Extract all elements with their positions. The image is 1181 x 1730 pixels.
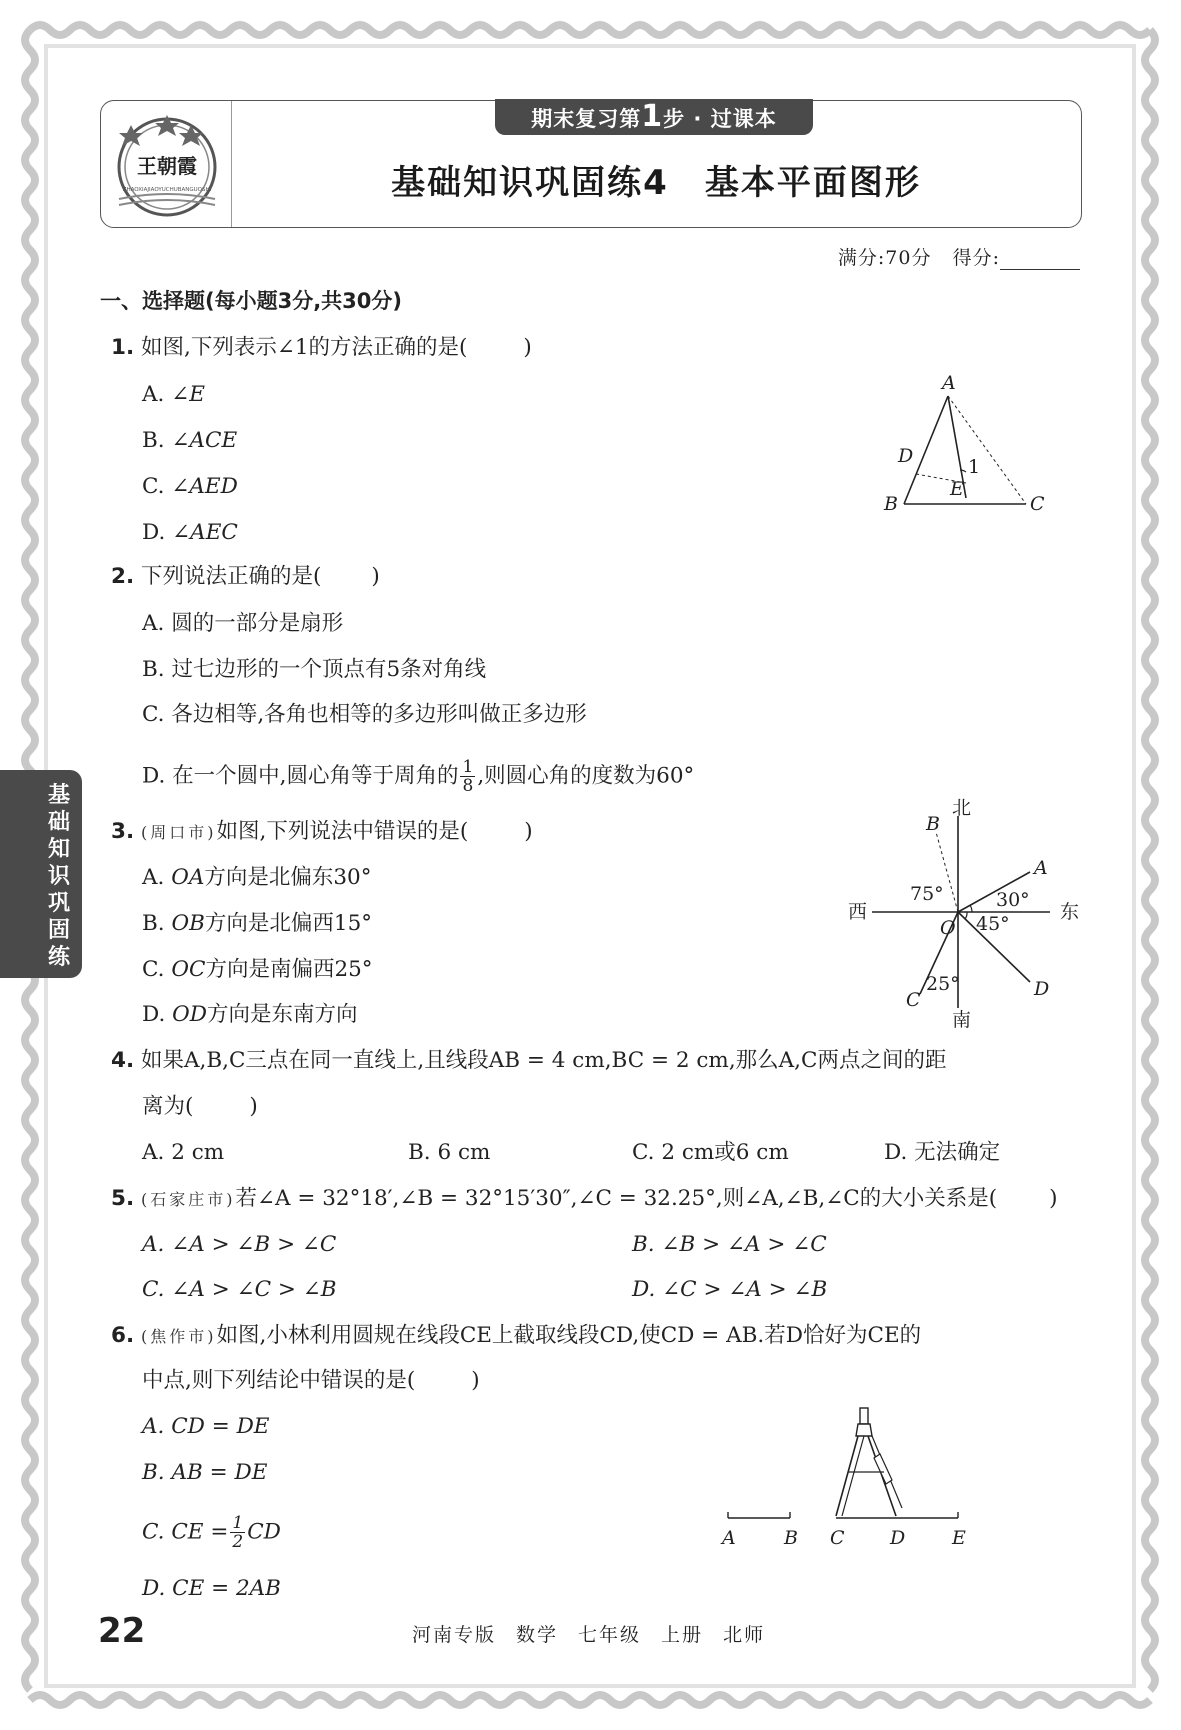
q2-option-d[interactable]: D. 在一个圆中,圆心角等于周角的 $\frac{1}{8}$ ,则圆心角的度数为60°: [142, 757, 695, 796]
q3-angle-25: 25°: [926, 973, 960, 995]
q3-label-d: D: [1034, 978, 1050, 1000]
outer-wavy-border-bottom: [30, 1695, 1150, 1705]
q3-label-south: 南: [952, 1009, 972, 1031]
q2-stem: 2. 下列说法正确的是( ): [111, 564, 380, 589]
q3-label-north: 北: [952, 798, 972, 819]
q3-label-b: B: [926, 813, 940, 835]
step-tab: 期末复习第1步 · 过课本: [495, 99, 813, 135]
q3-angle-30: 30°: [996, 889, 1030, 911]
compass-icon: [836, 1408, 902, 1516]
q5-option-b[interactable]: B. ∠B > ∠A > ∠C: [632, 1232, 827, 1257]
q6-option-b[interactable]: B. AB = DE: [142, 1460, 268, 1485]
q2-option-a[interactable]: A. 圆的一部分是扇形: [142, 611, 344, 636]
q5-option-c[interactable]: C. ∠A > ∠C > ∠B: [142, 1277, 337, 1302]
q1-label-e: E: [950, 478, 964, 500]
q4-stem: 4. 如果A,B,C三点在同一直线上,且线段AB = 4 cm,BC = 2 cm,那么A,C两点之间的距: [111, 1048, 947, 1073]
q3-label-east: 东: [1060, 901, 1080, 923]
q4-option-a[interactable]: A. 2 cm: [142, 1140, 225, 1165]
header-box: [100, 100, 1082, 228]
q3-option-d[interactable]: D. OD方向是东南方向: [142, 1002, 358, 1027]
q3-angle-75: 75°: [910, 883, 944, 905]
page-title: 基础知识巩固练4 基本平面图形: [391, 163, 921, 203]
q2-option-c[interactable]: C. 各边相等,各角也相等的多边形叫做正多边形: [142, 702, 587, 727]
section-title: 一、选择题(每小题3分,共30分): [100, 289, 403, 313]
fraction-one-half: $\frac{1}{2}$: [232, 1513, 244, 1552]
q6-option-d[interactable]: D. CE = 2AB: [142, 1576, 281, 1601]
q4-option-d[interactable]: D. 无法确定: [884, 1140, 1001, 1165]
q1-label-b: B: [884, 493, 898, 515]
q1-option-b[interactable]: B. ∠ACE: [142, 428, 238, 453]
q1-label-a: A: [942, 372, 956, 394]
svg-text:ZHAOXIAJIAOYUCHUBANGUOSHI: ZHAOXIAJIAOYUCHUBANGUOSHI: [122, 187, 212, 193]
q1-figure: [880, 370, 1060, 520]
q3-angle-45: 45°: [976, 913, 1010, 935]
q6-stem-line2: 中点,则下列结论中错误的是( ): [142, 1368, 480, 1393]
q4-option-b[interactable]: B. 6 cm: [408, 1140, 491, 1165]
q4-option-c[interactable]: C. 2 cm或6 cm: [632, 1140, 789, 1165]
q5-option-d[interactable]: D. ∠C > ∠A > ∠B: [632, 1277, 828, 1302]
q1-option-a[interactable]: A. ∠E: [142, 382, 205, 407]
publisher-logo: [111, 111, 223, 219]
q3-option-a[interactable]: A. OA方向是北偏东30°: [142, 865, 372, 890]
q2-option-b[interactable]: B. 过七边形的一个顶点有5条对角线: [142, 657, 487, 682]
q3-figure: [840, 798, 1090, 1038]
q1-label-c: C: [1030, 493, 1045, 515]
score-line: 满分:70分 得分:: [838, 243, 1080, 270]
q1-angle-1: 1: [968, 456, 981, 478]
q1-stem: 1. 如图,下列表示∠1的方法正确的是( ): [111, 335, 532, 360]
q3-stem: 3. (周口市)如图,下列说法中错误的是( ): [111, 819, 533, 844]
q6-option-c[interactable]: C. CE = $\frac{1}{2}$ CD: [142, 1513, 281, 1552]
q5-option-a[interactable]: A. ∠A > ∠B > ∠C: [142, 1232, 337, 1257]
q6-label-c: C: [830, 1527, 845, 1549]
outer-wavy-border: [30, 25, 1150, 35]
q1-option-c[interactable]: C. ∠AED: [142, 474, 238, 499]
q3-label-a: A: [1034, 857, 1048, 879]
q3-label-west: 西: [848, 901, 868, 923]
q4-stem-line2: 离为( ): [142, 1094, 258, 1119]
fraction-one-eighth: $\frac{1}{8}$: [462, 757, 474, 796]
side-tab: [0, 770, 82, 978]
q6-label-b: B: [784, 1527, 798, 1549]
q6-stem: 6. (焦作市)如图,小林利用圆规在线段CE上截取线段CD,使CD = AB.若D恰好为CE的: [111, 1323, 922, 1348]
side-tab-label: 基础知识巩固练: [47, 783, 70, 970]
q6-label-e: E: [952, 1527, 966, 1549]
q3-label-c: C: [906, 989, 921, 1011]
q1-option-d[interactable]: D. ∠AEC: [142, 520, 238, 545]
q5-stem: 5. (石家庄市)若∠A = 32°18′,∠B = 32°15′30″,∠C = 32.25°,则∠A,∠B,∠C的大小关系是( ): [111, 1186, 1058, 1211]
svg-text:王朝霞: 王朝霞: [137, 154, 197, 178]
q3-option-b[interactable]: B. OB方向是北偏西15°: [142, 911, 373, 936]
q6-label-d: D: [890, 1527, 906, 1549]
q6-figure: [712, 1402, 982, 1552]
footer: 河南专版 数学 七年级 上册 北师: [412, 1624, 766, 1646]
page-number: 22: [98, 1611, 146, 1651]
score-blank[interactable]: [1000, 249, 1080, 270]
q3-option-c[interactable]: C. OC方向是南偏西25°: [142, 957, 373, 982]
q1-label-d: D: [898, 445, 914, 467]
q3-label-o: O: [940, 917, 956, 939]
q6-label-a: A: [722, 1527, 736, 1549]
outer-wavy-border-right: [1145, 30, 1155, 1690]
q6-option-a[interactable]: A. CD = DE: [142, 1414, 270, 1439]
